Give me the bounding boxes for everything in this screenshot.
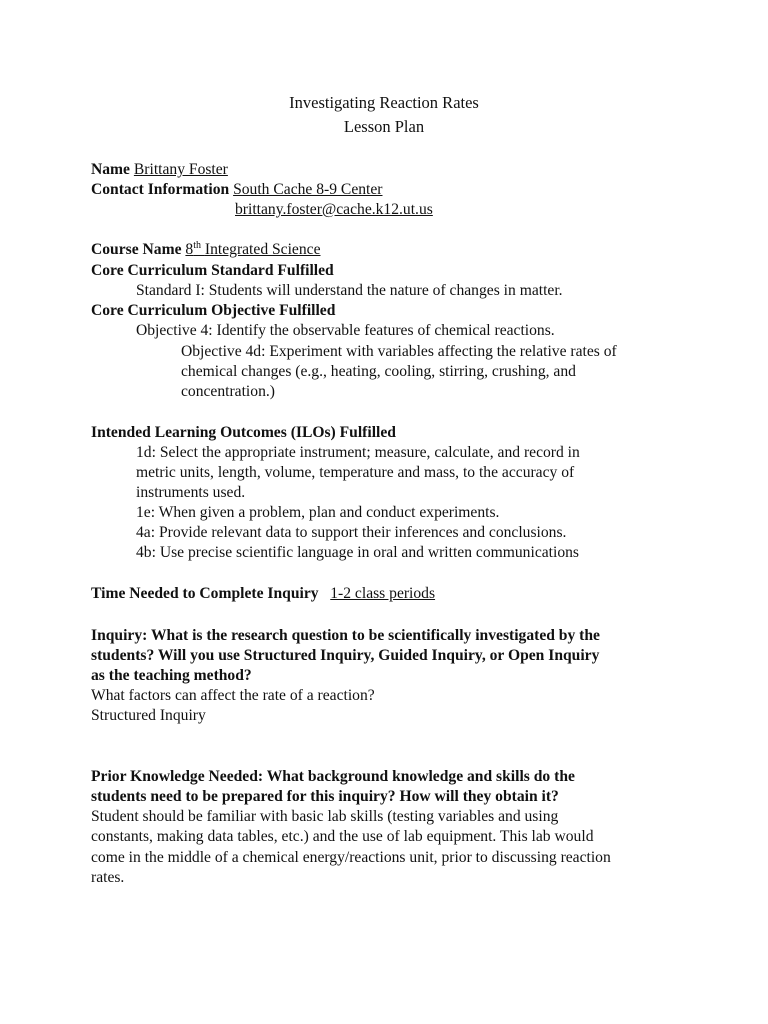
ilos-heading: Intended Learning Outcomes (ILOs) Fulfilled — [91, 424, 396, 441]
standard-text: Standard I: Students will understand the nature of changes in matter. — [136, 282, 563, 299]
prior-answer-line: come in the middle of a chemical energy/reactions unit, prior to discussing reaction — [91, 849, 611, 866]
document-subtitle: Lesson Plan — [343, 117, 425, 136]
objective-sub-line: concentration.) — [181, 383, 275, 400]
prior-answer-line: rates. — [91, 869, 125, 886]
contact-school: South Cache 8-9 Center — [233, 181, 383, 198]
contact-email: brittany.foster@cache.k12.ut.us — [235, 201, 433, 218]
name-row — [91, 160, 228, 180]
inquiry-answer-line: What factors can affect the rate of a reaction? — [91, 687, 375, 704]
time-label: Time Needed to Complete Inquiry — [91, 585, 319, 602]
ilo-line: 4a: Provide relevant data to support their inferences and conclusions. — [136, 524, 567, 541]
course-label: Course Name — [91, 241, 182, 258]
document-title: Investigating Reaction Rates — [289, 93, 479, 112]
objective-main: Objective 4: Identify the observable features of chemical reactions. — [136, 322, 555, 339]
prior-heading-line: Prior Knowledge Needed: What background knowledge and skills do the — [91, 768, 575, 785]
prior-heading-line: students need to be prepared for this inquiry? How will they obtain it? — [91, 788, 559, 805]
name-label: Name — [91, 161, 130, 178]
time-row — [91, 584, 435, 604]
inquiry-heading-line: students? Will you use Structured Inquiry, Guided Inquiry, or Open Inquiry — [91, 647, 600, 664]
name-value: Brittany Foster — [133, 161, 228, 178]
ilo-line: 4b: Use precise scientific language in oral and written communications — [136, 544, 579, 561]
objective-sub-line: chemical changes (e.g., heating, cooling, stirring, crushing, and — [181, 363, 576, 380]
inquiry-heading-line: as the teaching method? — [91, 667, 252, 684]
contact-row — [91, 180, 382, 200]
contact-label: Contact Information — [91, 181, 230, 198]
contact-email-row — [235, 200, 433, 220]
objective-heading: Core Curriculum Objective Fulfilled — [91, 302, 336, 319]
standard-heading: Core Curriculum Standard Fulfilled — [91, 262, 334, 279]
course-grade-suffix: th — [193, 239, 201, 251]
inquiry-answer-line: Structured Inquiry — [91, 707, 206, 724]
ilo-line: 1e: When given a problem, plan and conduct experiments. — [136, 504, 500, 521]
ilo-line: metric units, length, volume, temperature and mass, to the accuracy of — [136, 464, 575, 481]
objective-sub-line: Objective 4d: Experiment with variables affecting the relative rates of — [181, 343, 617, 360]
ilo-line: instruments used. — [136, 484, 246, 501]
ilo-line: 1d: Select the appropriate instrument; measure, calculate, and record in — [136, 444, 580, 461]
prior-answer-line: constants, making data tables, etc.) and the use of lab equipment. This lab would — [91, 828, 594, 845]
prior-answer-line: Student should be familiar with basic lab skills (testing variables and using — [91, 808, 559, 825]
course-value — [185, 241, 320, 258]
course-grade: 8 — [185, 241, 194, 258]
time-value: 1-2 class periods — [330, 585, 436, 602]
course-name: Integrated Science — [204, 241, 321, 258]
course-row — [91, 240, 321, 260]
inquiry-heading-line: Inquiry: What is the research question to be scientifically investigated by the — [91, 627, 600, 644]
